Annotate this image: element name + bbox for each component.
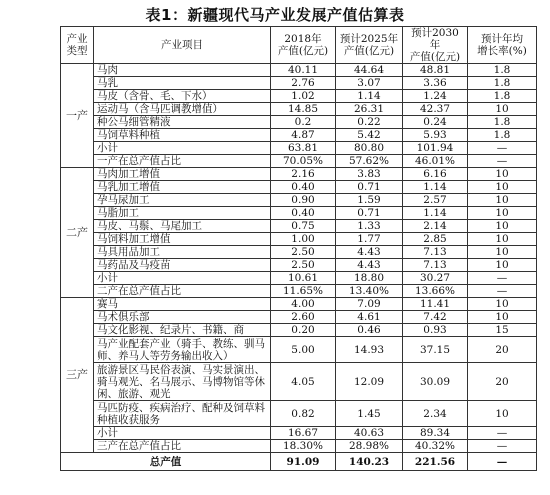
table-row <box>61 194 537 207</box>
item-cell: 孕马尿加工 <box>94 194 271 207</box>
value-2018: 14.85 <box>271 103 336 116</box>
value-2018: 4.87 <box>271 129 336 142</box>
value-2025: 7.09 <box>336 298 403 311</box>
item-cell: 马乳 <box>94 77 271 90</box>
table-row <box>61 77 537 90</box>
value-2030: 3.36 <box>403 77 468 90</box>
value-2030: 2.14 <box>403 220 468 233</box>
value-2030: 30.27 <box>403 272 468 285</box>
header-growth <box>468 27 537 64</box>
value-2025: 0.71 <box>336 181 403 194</box>
value-2030: 13.66% <box>403 285 468 298</box>
table-row <box>61 311 537 324</box>
value-2018: 70.05% <box>271 155 336 168</box>
value-2018: 11.65% <box>271 285 336 298</box>
value-growth: 1.8 <box>468 129 537 142</box>
value-growth: 10 <box>468 103 537 116</box>
header-2018 <box>271 27 336 64</box>
item-cell: 马药品及马疫苗 <box>94 259 271 272</box>
value-2025: 3.83 <box>336 168 403 181</box>
value-2030: 101.94 <box>403 142 468 155</box>
value-2030: 37.15 <box>403 337 468 363</box>
item-cell: 一产在总产值占比 <box>94 155 271 168</box>
value-2025: 4.43 <box>336 246 403 259</box>
item-cell: 马皮、马鬃、马尾加工 <box>94 220 271 233</box>
value-2025: 0.46 <box>336 324 403 337</box>
header-item-text: 产业项目 <box>161 39 203 51</box>
table-row <box>61 401 537 427</box>
value-2030: 30.09 <box>403 363 468 401</box>
value-2025: 1.45 <box>336 401 403 427</box>
value-2018: 0.20 <box>271 324 336 337</box>
value-2025: 0.71 <box>336 207 403 220</box>
value-growth: — <box>468 272 537 285</box>
item-cell: 二产在总产值占比 <box>94 285 271 298</box>
value-2030: 7.13 <box>403 246 468 259</box>
value-2018: 1.02 <box>271 90 336 103</box>
item-cell: 马饲料加工增值 <box>94 233 271 246</box>
value-growth: 1.8 <box>468 90 537 103</box>
value-2025: 26.31 <box>336 103 403 116</box>
header-item <box>94 27 271 64</box>
total-y2025: 140.23 <box>336 453 403 471</box>
item-cell: 赛马 <box>94 298 271 311</box>
header-2030-text: 预计2030年 产值(亿元) <box>409 27 461 63</box>
item-cell: 马术俱乐部 <box>94 311 271 324</box>
value-2030: 89.34 <box>403 427 468 440</box>
value-2030: 0.24 <box>403 116 468 129</box>
value-2025: 40.63 <box>336 427 403 440</box>
item-cell: 马匹防疫、疾病治疗、配种及饲草料种植收获服务 <box>94 401 271 427</box>
subtotal-row <box>61 272 537 285</box>
table-row <box>61 64 537 77</box>
value-growth: 10 <box>468 181 537 194</box>
value-growth: 10 <box>468 207 537 220</box>
value-2018: 10.61 <box>271 272 336 285</box>
table-row <box>61 207 537 220</box>
table-header-row <box>61 27 537 64</box>
value-growth: — <box>468 142 537 155</box>
value-2025: 44.64 <box>336 64 403 77</box>
value-2030: 5.93 <box>403 129 468 142</box>
value-2018: 0.40 <box>271 207 336 220</box>
value-2025: 4.61 <box>336 311 403 324</box>
value-2025: 18.80 <box>336 272 403 285</box>
value-growth: 1.8 <box>468 64 537 77</box>
subtotal-row <box>61 427 537 440</box>
item-cell: 马文化影视、纪录片、书籍、商 <box>94 324 271 337</box>
value-2030: 7.42 <box>403 311 468 324</box>
value-growth: 10 <box>468 311 537 324</box>
item-cell: 马产业配套产业（骑手、教练、驯马师、养马人等劳务输出收入） <box>94 337 271 363</box>
value-2018: 40.11 <box>271 64 336 77</box>
value-2025: 80.80 <box>336 142 403 155</box>
value-growth: 10 <box>468 246 537 259</box>
table-row <box>61 103 537 116</box>
value-2018: 4.05 <box>271 363 336 401</box>
value-2018: 2.50 <box>271 246 336 259</box>
value-2030: 1.14 <box>403 181 468 194</box>
total-label: 总产值 <box>61 453 271 471</box>
value-growth: 10 <box>468 194 537 207</box>
value-2030: 46.01% <box>403 155 468 168</box>
total-growth: — <box>468 453 537 471</box>
item-cell: 马皮（含骨、毛、下水） <box>94 90 271 103</box>
value-2025: 0.22 <box>336 116 403 129</box>
table-row <box>61 363 537 401</box>
item-cell: 马乳加工增值 <box>94 181 271 194</box>
value-growth: 10 <box>468 220 537 233</box>
header-2025 <box>336 27 403 64</box>
value-2018: 2.50 <box>271 259 336 272</box>
section-label: 一产 <box>61 64 94 168</box>
value-growth: — <box>468 285 537 298</box>
table-row <box>61 233 537 246</box>
item-cell: 三产在总产值占比 <box>94 440 271 453</box>
item-cell: 马脂加工 <box>94 207 271 220</box>
value-2025: 1.33 <box>336 220 403 233</box>
table-row <box>61 337 537 363</box>
value-growth: — <box>468 440 537 453</box>
value-2025: 3.07 <box>336 77 403 90</box>
value-2018: 18.30% <box>271 440 336 453</box>
value-2025: 1.14 <box>336 90 403 103</box>
item-cell: 马肉加工增值 <box>94 168 271 181</box>
table-row <box>61 324 537 337</box>
value-2018: 63.81 <box>271 142 336 155</box>
value-2018: 16.67 <box>271 427 336 440</box>
share-row <box>61 440 537 453</box>
table-row <box>61 129 537 142</box>
value-growth: 1.8 <box>468 77 537 90</box>
value-2018: 5.00 <box>271 337 336 363</box>
section-label: 二产 <box>61 168 94 298</box>
value-2030: 2.85 <box>403 233 468 246</box>
value-2030: 0.93 <box>403 324 468 337</box>
value-2030: 11.41 <box>403 298 468 311</box>
value-2025: 1.77 <box>336 233 403 246</box>
value-2018: 0.90 <box>271 194 336 207</box>
value-growth: 10 <box>468 233 537 246</box>
value-2025: 13.40% <box>336 285 403 298</box>
value-2030: 1.14 <box>403 207 468 220</box>
value-2025: 5.42 <box>336 129 403 142</box>
value-growth: 10 <box>468 401 537 427</box>
header-category <box>61 27 94 64</box>
table-row <box>61 168 537 181</box>
item-cell: 旅游景区马民俗表演、马实景演出、骑马观光、名马展示、马博物馆等休闲、旅游、观光 <box>94 363 271 401</box>
value-growth: 10 <box>468 298 537 311</box>
value-growth: — <box>468 155 537 168</box>
value-2030: 2.34 <box>403 401 468 427</box>
item-cell: 运动马（含马匹调教增值） <box>94 103 271 116</box>
header-2018-text: 2018年 产值(亿元) <box>277 33 329 57</box>
value-2030: 48.81 <box>403 64 468 77</box>
item-cell: 马饲草料种植 <box>94 129 271 142</box>
table-row <box>61 181 537 194</box>
value-2025: 1.59 <box>336 194 403 207</box>
value-2030: 2.57 <box>403 194 468 207</box>
item-cell: 种公马细管精液 <box>94 116 271 129</box>
value-2018: 1.00 <box>271 233 336 246</box>
value-2025: 57.62% <box>336 155 403 168</box>
item-cell: 小计 <box>94 142 271 155</box>
value-2030: 40.32% <box>403 440 468 453</box>
total-row <box>61 453 537 471</box>
table-row <box>61 259 537 272</box>
value-2030: 6.16 <box>403 168 468 181</box>
value-2018: 0.2 <box>271 116 336 129</box>
value-2030: 42.37 <box>403 103 468 116</box>
item-cell: 马具用品加工 <box>94 246 271 259</box>
value-growth: 10 <box>468 259 537 272</box>
value-2018: 0.40 <box>271 181 336 194</box>
table-row <box>61 116 537 129</box>
value-growth: 20 <box>468 363 537 401</box>
table-row <box>61 298 537 311</box>
value-2025: 12.09 <box>336 363 403 401</box>
table-title: 表1：新疆现代马产业发展产值估算表 <box>145 6 405 24</box>
total-y2018: 91.09 <box>271 453 336 471</box>
value-growth: 15 <box>468 324 537 337</box>
value-2018: 0.82 <box>271 401 336 427</box>
value-2030: 1.24 <box>403 90 468 103</box>
header-2030 <box>403 27 468 64</box>
value-growth: 1.8 <box>468 116 537 129</box>
value-2025: 28.98% <box>336 440 403 453</box>
value-2018: 4.00 <box>271 298 336 311</box>
share-row <box>61 155 537 168</box>
output-value-table <box>60 26 537 471</box>
share-row <box>61 285 537 298</box>
value-2018: 2.60 <box>271 311 336 324</box>
subtotal-row <box>61 142 537 155</box>
table-row <box>61 90 537 103</box>
section-label: 三产 <box>61 298 94 453</box>
value-2018: 2.76 <box>271 77 336 90</box>
total-y2030: 221.56 <box>403 453 468 471</box>
header-category-text: 产业 类型 <box>66 33 88 57</box>
value-2030: 7.13 <box>403 259 468 272</box>
value-growth: 20 <box>468 337 537 363</box>
value-2018: 2.16 <box>271 168 336 181</box>
table-row <box>61 246 537 259</box>
header-2025-text: 预计2025年 产值(亿元) <box>339 33 399 57</box>
value-2025: 14.93 <box>336 337 403 363</box>
item-cell: 小计 <box>94 427 271 440</box>
item-cell: 小计 <box>94 272 271 285</box>
value-2025: 4.43 <box>336 259 403 272</box>
item-cell: 马肉 <box>94 64 271 77</box>
value-growth: — <box>468 427 537 440</box>
value-growth: 10 <box>468 168 537 181</box>
header-growth-text: 预计年均 增长率(%) <box>477 33 527 57</box>
table-row <box>61 220 537 233</box>
value-2018: 0.75 <box>271 220 336 233</box>
